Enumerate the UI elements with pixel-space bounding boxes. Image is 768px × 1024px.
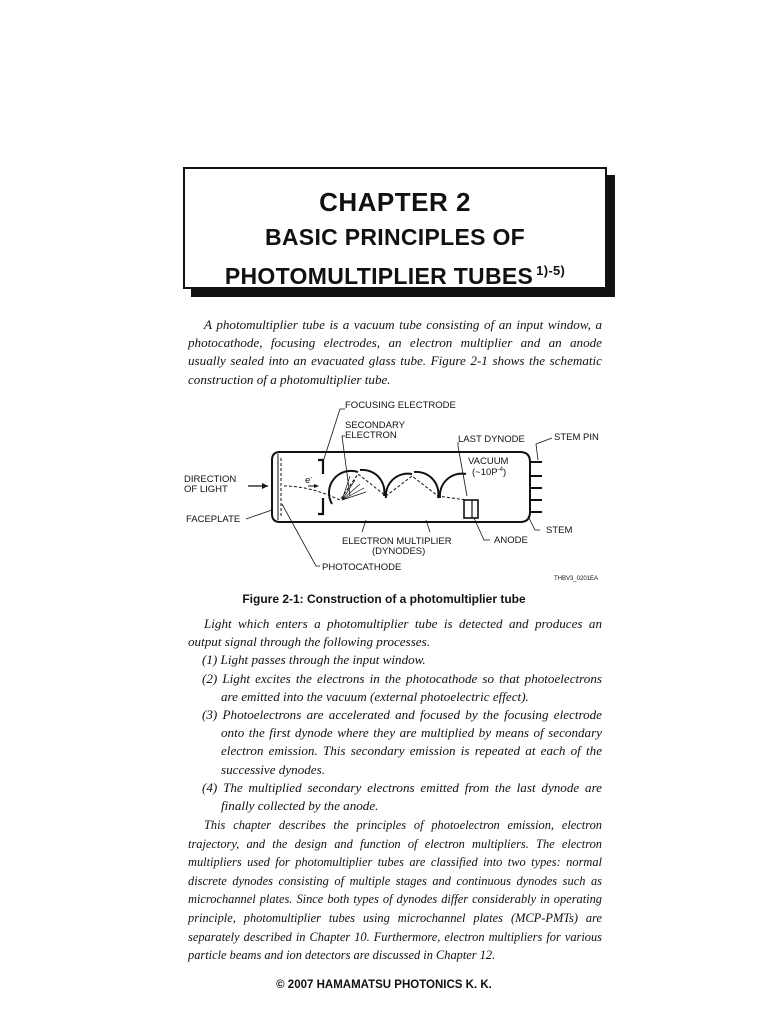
leader-stem [528, 516, 540, 530]
focusing-electrode-lower [318, 498, 323, 514]
chapter-references: 1)-5) [536, 263, 566, 278]
dynode-5 [440, 474, 466, 498]
chapter-number: CHAPTER 2 [319, 187, 471, 217]
label-last-dynode: LAST DYNODE [458, 434, 525, 445]
chapter-title-line2 [185, 256, 605, 291]
leader-faceplate [246, 510, 272, 519]
label-electron-sup: - [310, 475, 313, 481]
page-footer: © 2007 HAMAMATSU PHOTONICS K. K. [276, 979, 492, 991]
dynode-2 [360, 470, 384, 496]
label-anode: ANODE [494, 535, 528, 546]
label-vacuum-1: VACUUM [468, 456, 509, 467]
chapter-title-text: PHOTOMULTIPLIER TUBES [224, 263, 534, 289]
label-electron-multiplier: ELECTRON MULTIPLIER [342, 536, 452, 547]
electron-arrow-head [314, 484, 319, 488]
leader-stem-pin [536, 438, 552, 460]
leader-focusing [323, 409, 345, 462]
leader-last-dynode [458, 442, 467, 496]
process-step-3: (3) Photoelectrons are accelerated and focused by the focusing electrode onto the first dynode where they are multiplied by means of secondary electron emission. This secondary emission is repeated at each of the successive dynodes. [202, 707, 602, 777]
last-dynode [464, 500, 478, 518]
label-secondary-electron-2: ELECTRON [345, 430, 397, 441]
label-vacuum-exponent: -4 [497, 467, 503, 473]
label-vacuum-close: ) [502, 467, 507, 478]
light-arrow-head [262, 483, 268, 489]
label-electron-e: e [305, 475, 311, 486]
process-step-4: (4) The multiplied secondary electrons emitted from the last dynode are finally collected by the anode. [202, 779, 602, 814]
label-direction-2: OF LIGHT [184, 484, 228, 495]
label-dynodes: (DYNODES) [372, 546, 426, 557]
leader-photocathode [282, 504, 320, 566]
label-electron [305, 475, 312, 486]
label-stem-pin: STEM PIN [554, 432, 599, 443]
pmt-schematic [180, 392, 620, 582]
label-vacuum-pressure: (~10P [472, 467, 498, 478]
chapter-heading-box [183, 167, 607, 289]
figure-pmt-construction [180, 392, 620, 582]
process-step-2: (2) Light excites the electrons in the photocathode so that photoelectrons are emitted into the vacuum (external photoelectric effect). [202, 670, 602, 704]
intro-paragraph: A photomultiplier tube is a vacuum tube consisting of an input window, a photocathode, focusing electrodes, an electron multiplier and an anode usually sealed into an evacuated glass tube. Figure 2-1 shows the schematic construction of a photomultiplier tube. [188, 317, 602, 387]
process-step-1: (1) Light passes through the input window. [202, 652, 426, 668]
figure-code: THBV3_0201EA [553, 576, 598, 582]
figure-caption: Figure 2-1: Construction of a photomultiplier tube [242, 592, 526, 606]
label-focusing-electrode: FOCUSING ELECTRODE [345, 400, 456, 411]
process-section [188, 615, 602, 815]
label-direction-1: DIRECTION [184, 474, 237, 485]
chapter-title-line1: BASIC PRINCIPLES OF [264, 224, 525, 250]
label-photocathode: PHOTOCATHODE [322, 562, 402, 573]
label-stem: STEM [546, 525, 573, 536]
process-intro: Light which enters a photomultiplier tube is detected and produces an output signal through the following processes. [188, 616, 602, 650]
label-secondary-electron-1: SECONDARY [345, 420, 406, 431]
closing-paragraph: This chapter describes the principles of photoelectron emission, electron trajectory, and the design and function of electron multipliers. The electron multipliers used for photomultiplier tubes are classified into two types: normal discrete dynodes consisting of multiple stages and continuous dynodes such as microchannel plates. Since both types of dynodes differ considerably in operating principle, photomultiplier tubes using microchannel plates (MCP-PMTs) are separately described in Chapter 10. Furthermore, electron multipliers for various particle beams and ion detectors are discussed in Chapter 12. [188, 818, 602, 963]
focusing-electrode-upper [318, 460, 323, 474]
label-vacuum-2 [472, 467, 506, 478]
label-faceplate: FACEPLATE [186, 514, 241, 525]
